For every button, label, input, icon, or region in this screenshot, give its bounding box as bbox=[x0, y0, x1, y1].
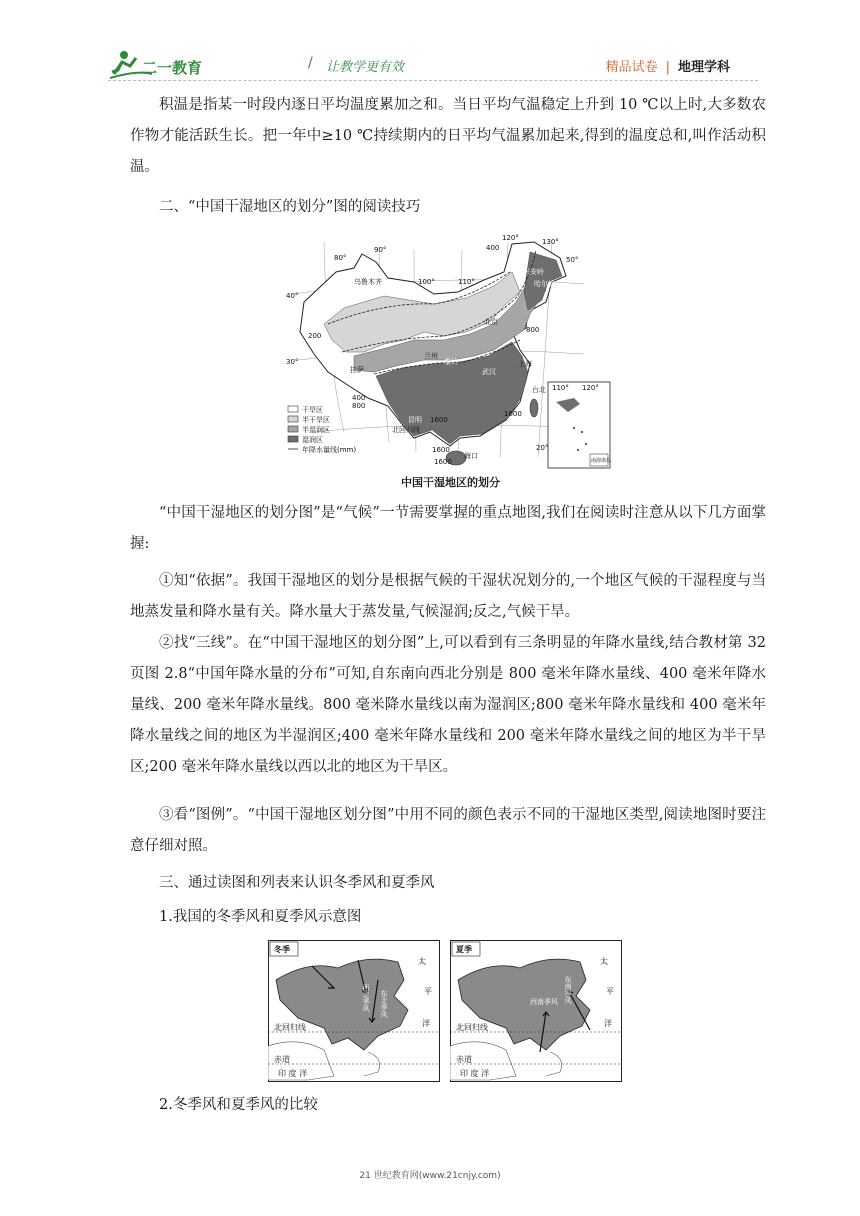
winter-label: 太 bbox=[418, 957, 426, 966]
summer-label: 太 bbox=[600, 957, 608, 966]
paragraph-basis: ①知“依据”。我国干湿地区的划分是根据气候的干湿状况划分的,一个地区气候的干湿程度与当地蒸发量和降水量有关。降水量大于蒸发量,气候湿润;反之,气候干旱。 bbox=[130, 573, 766, 620]
lon-label: 120° bbox=[502, 234, 519, 242]
isoline-label: 200 bbox=[308, 332, 322, 340]
paragraph-legend: ③看“图例”。“中国干湿地区划分图”中用不同的颜色表示不同的干湿地区类型,阅读地图时要注意仔细对照。 bbox=[130, 807, 766, 854]
legend-swatch bbox=[288, 406, 298, 412]
paragraph-map-intro: “中国干湿地区的划分图”是“气候”一节需要掌握的重点地图,我们在阅读时注意从以下几方面掌握: bbox=[130, 505, 766, 552]
summer-label: 北回归线 bbox=[456, 1023, 488, 1032]
section-heading-3: 三、通过读图和列表来认识冬季风和夏季风 bbox=[159, 875, 435, 891]
legend-label: 半干旱区 bbox=[302, 416, 330, 424]
lon-label: 110° bbox=[458, 278, 475, 286]
legend-label: 湿润区 bbox=[302, 436, 323, 444]
section-heading-2: 二、“中国干湿地区的划分”图的阅读技巧 bbox=[159, 199, 421, 215]
isoline-label: 400 bbox=[486, 244, 500, 252]
header-label-premium: 精品试卷 bbox=[605, 60, 658, 75]
place-label: 乌鲁木齐 bbox=[354, 278, 382, 286]
place-label: 拉萨 bbox=[350, 366, 364, 374]
place-label: 海口 bbox=[464, 452, 478, 460]
place-label: 北京 bbox=[484, 318, 498, 326]
header-right bbox=[606, 56, 730, 75]
legend-label: 干旱区 bbox=[302, 406, 323, 414]
isoline-label: 400 bbox=[352, 394, 366, 402]
summer-monsoon-map bbox=[450, 940, 622, 1082]
dry-wet-map bbox=[284, 232, 614, 492]
page-header bbox=[108, 48, 758, 84]
summer-label: 洋 bbox=[604, 1019, 612, 1028]
map-caption: 中国干湿地区的划分 bbox=[401, 476, 500, 489]
winter-title: 冬季 bbox=[274, 945, 290, 954]
header-label-subject: 地理学科 bbox=[677, 60, 730, 75]
place-label: 兰州 bbox=[424, 352, 438, 360]
winter-label: 北回归线 bbox=[274, 1023, 306, 1032]
logo-runner-icon bbox=[108, 48, 228, 82]
paragraph-three-lines: ②找“三线”。在“中国干湿地区的划分图”上,可以看到有三条明显的年降水量线,结合教材第 32 页图 2.8“中国年降水量的分布”可知,自东南向西北分别是 800 毫米年降水量线、400 毫米年降水量线、200 毫米年降水量线。800 毫米降水量线以南为湿润区;800 毫米年降水量线和 400 毫米年降水量线之间的地区为半湿润区;400 毫米年降水量线和 200 毫米年降水量线之间的地区为半干旱区;200 毫米年降水量线以西以北的地区为干旱区。 bbox=[130, 635, 766, 775]
winter-monsoon-map bbox=[268, 940, 440, 1082]
south-sea-inset bbox=[548, 382, 611, 468]
lat-label: 40° bbox=[286, 292, 299, 300]
logo-text: 二一教育 bbox=[142, 59, 203, 77]
summer-title: 夏季 bbox=[456, 945, 472, 954]
lon-label: 90° bbox=[374, 246, 387, 254]
isoline-label: 1600 bbox=[432, 446, 450, 454]
winter-label: 西北季风 bbox=[362, 984, 370, 1012]
place-label: 哈尔滨 bbox=[534, 280, 555, 288]
place-label: 秦岭 bbox=[444, 358, 458, 366]
header-slash: / bbox=[308, 55, 313, 71]
winter-label: 洋 bbox=[422, 1019, 430, 1028]
lon-label: 80° bbox=[334, 254, 347, 262]
legend-swatch bbox=[288, 416, 298, 422]
summer-label: 印 度 洋 bbox=[460, 1069, 490, 1078]
inset-label: 南海诸岛 bbox=[591, 458, 612, 464]
subheading-monsoon-compare: 2.冬季风和夏季风的比较 bbox=[159, 1097, 318, 1113]
isoline-label: 1600 bbox=[504, 410, 522, 418]
place-label: 上海 bbox=[518, 360, 532, 368]
page-footer: 21 世纪教育网(www.21cnjy.com) bbox=[359, 1171, 501, 1181]
place-label: 北回归线 bbox=[392, 426, 420, 434]
place-label: 昆明 bbox=[408, 416, 422, 424]
inset-lon: 110° bbox=[552, 384, 569, 392]
isoline-label: 1600 bbox=[430, 416, 448, 424]
summer-label: 西南季风 bbox=[530, 998, 558, 1006]
subheading-monsoon-maps: 1.我国的冬季风和夏季风示意图 bbox=[159, 909, 362, 925]
summer-label: 赤道 bbox=[456, 1055, 472, 1064]
place-label: 台北 bbox=[532, 386, 546, 394]
lat-label: 30° bbox=[286, 358, 299, 366]
lon-label: 130° bbox=[542, 238, 559, 246]
summer-label: 东南季风 bbox=[564, 976, 572, 1004]
winter-label: 赤道 bbox=[274, 1055, 290, 1064]
lat-label: 50° bbox=[566, 256, 579, 264]
isoline-label: 800 bbox=[352, 402, 366, 410]
isoline-label: 800 bbox=[526, 326, 540, 334]
isoline-label: 1600 bbox=[434, 458, 452, 466]
legend-swatch bbox=[288, 436, 298, 442]
legend-label: 年降水量线(mm) bbox=[302, 446, 357, 454]
lon-label: 100° bbox=[418, 278, 435, 286]
paragraph-accumulated-temp: 积温是指某一时段内逐日平均温度累加之和。当日平均气温稳定上升到 10 ℃以上时,大多数农作物才能活跃生长。把一年中≥10 ℃持续期内的日平均气温累加起来,得到的温度总和,叫作活动积温。 bbox=[130, 97, 766, 175]
winter-label: 平 bbox=[424, 987, 432, 996]
lat-label: 20° bbox=[536, 444, 549, 452]
summer-label: 平 bbox=[606, 987, 614, 996]
place-label: 武汉 bbox=[482, 368, 496, 376]
inset-lon: 120° bbox=[582, 384, 599, 392]
header-divider bbox=[108, 80, 758, 81]
header-slogan: 让教学更有效 bbox=[326, 60, 405, 75]
map-legend bbox=[288, 405, 356, 454]
legend-swatch bbox=[288, 426, 298, 432]
winter-label: 东北季风 bbox=[380, 990, 388, 1018]
winter-label: 印 度 洋 bbox=[278, 1069, 308, 1078]
header-separator: | bbox=[665, 60, 670, 75]
place-label: 大兴安岭 bbox=[516, 268, 544, 276]
legend-label: 半湿润区 bbox=[302, 426, 330, 434]
